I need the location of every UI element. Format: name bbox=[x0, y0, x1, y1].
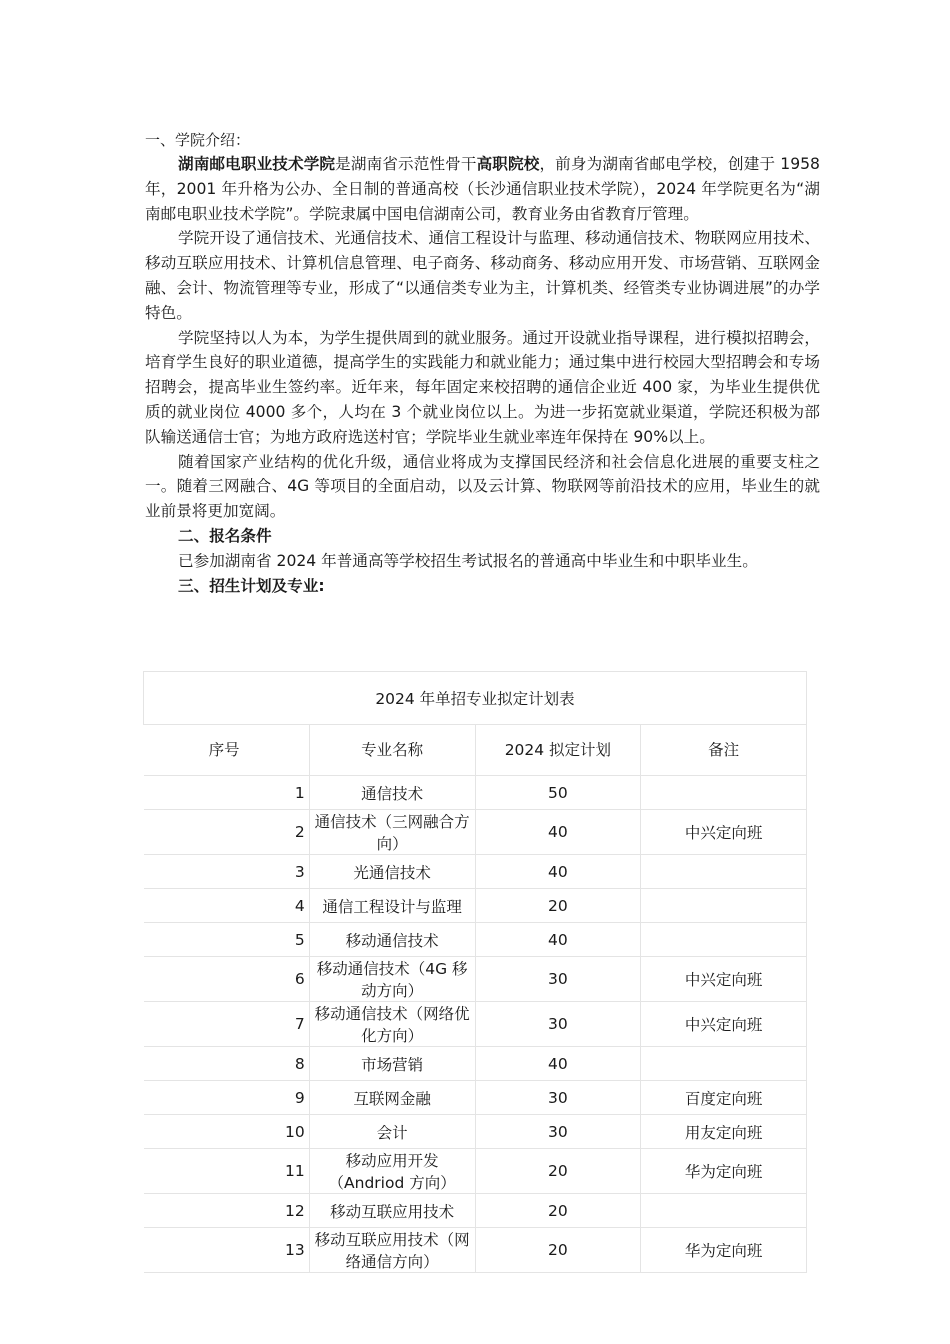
para1-rest: ，前身为湖南省邮电学校，创建于 1958 年，2001 年升格为公办、全日制的普通高校（长沙通信职业技术学院），2024 年学院更名为“湖南邮电职业技术学院”。学院隶属中国电信湖南公司，教育业务由省教育厅管理。 bbox=[145, 155, 821, 223]
row-note: 百度定向班 bbox=[641, 1081, 807, 1115]
table-row bbox=[144, 1194, 807, 1228]
row-no: 8 bbox=[144, 1047, 310, 1081]
row-note: 华为定向班 bbox=[641, 1149, 807, 1194]
table-row bbox=[144, 776, 807, 810]
college-type: 高职院校 bbox=[476, 155, 540, 173]
row-no: 1 bbox=[144, 776, 310, 810]
row-name: 通信技术（三网融合方向） bbox=[309, 810, 475, 855]
conditions-heading: 二、报名条件 bbox=[178, 526, 272, 545]
table-caption-row bbox=[144, 672, 807, 725]
row-plan: 30 bbox=[475, 1081, 641, 1115]
row-note: 华为定向班 bbox=[641, 1228, 807, 1273]
table-row bbox=[144, 810, 807, 855]
row-plan: 30 bbox=[475, 1115, 641, 1149]
para1-mid: 是湖南省示范性骨干 bbox=[335, 155, 477, 173]
row-no: 4 bbox=[144, 889, 310, 923]
row-name: 移动通信技术（网络优化方向） bbox=[309, 1002, 475, 1047]
row-plan: 20 bbox=[475, 1228, 641, 1273]
row-plan: 40 bbox=[475, 1047, 641, 1081]
row-note: 中兴定向班 bbox=[641, 1002, 807, 1047]
intro-paragraph-2: 学院开设了通信技术、光通信技术、通信工程设计与监理、移动通信技术、物联网应用技术、移动互联应用技术、计算机信息管理、电子商务、移动商务、移动应用开发、市场营销、互联网金融、会计、物流管理等专业，形成了“以通信类专业为主，计算机类、经管类专业协调进展”的办学特色。 bbox=[145, 229, 820, 322]
row-name: 移动通信技术 bbox=[309, 923, 475, 957]
row-plan: 20 bbox=[475, 1194, 641, 1228]
table-row bbox=[144, 1228, 807, 1273]
row-plan: 20 bbox=[475, 889, 641, 923]
row-note bbox=[641, 1194, 807, 1228]
row-no: 6 bbox=[144, 957, 310, 1002]
table-row bbox=[144, 1149, 807, 1194]
row-name: 移动互联应用技术 bbox=[309, 1194, 475, 1228]
intro-heading: 一、学院介绍： bbox=[145, 131, 251, 149]
table-row bbox=[144, 1081, 807, 1115]
intro-paragraph-4: 随着国家产业结构的优化升级，通信业将成为支撑国民经济和社会信息化进展的重要支柱之一。随着三网融合、4G 等项目的全面启动，以及云计算、物联网等前沿技术的应用，毕业生的就业前景将更加宽阔。 bbox=[145, 452, 820, 521]
intro-paragraph-3: 学院坚持以人为本，为学生提供周到的就业服务。通过开设就业指导课程，进行模拟招聘会，培育学生良好的职业道德，提高学生的实践能力和就业能力；通过集中进行校园大型招聘会和专场招聘会，提高毕业生签约率。近年来，每年固定来校招聘的通信企业近 400 家，为毕业生提供优质的就业岗位 4000 多个，人均在 3 个就业岗位以上。为进一步拓宽就业渠道，学院还积极为部队输送通信士官；为地方政府选送村官；学院毕业生就业率连年保持在 90%以上。 bbox=[145, 328, 820, 446]
row-plan: 40 bbox=[475, 810, 641, 855]
row-plan: 50 bbox=[475, 776, 641, 810]
row-plan: 30 bbox=[475, 957, 641, 1002]
row-note bbox=[641, 776, 807, 810]
row-note bbox=[641, 889, 807, 923]
row-name: 市场营销 bbox=[309, 1047, 475, 1081]
header-no: 序号 bbox=[144, 725, 310, 776]
table-row bbox=[144, 923, 807, 957]
plan-table bbox=[143, 671, 807, 1273]
row-no: 10 bbox=[144, 1115, 310, 1149]
table-row bbox=[144, 957, 807, 1002]
row-note: 中兴定向班 bbox=[641, 957, 807, 1002]
header-note: 备注 bbox=[641, 725, 807, 776]
row-no: 13 bbox=[144, 1228, 310, 1273]
plan-heading: 三、招生计划及专业: bbox=[178, 576, 325, 595]
intro-paragraph-1 bbox=[145, 152, 820, 226]
row-plan: 20 bbox=[475, 1149, 641, 1194]
row-name: 通信技术 bbox=[309, 776, 475, 810]
row-name: 互联网金融 bbox=[309, 1081, 475, 1115]
row-name: 通信工程设计与监理 bbox=[309, 889, 475, 923]
plan-table-wrapper bbox=[143, 671, 807, 1273]
row-note: 中兴定向班 bbox=[641, 810, 807, 855]
row-name: 光通信技术 bbox=[309, 855, 475, 889]
row-plan: 30 bbox=[475, 1002, 641, 1047]
table-row bbox=[144, 1115, 807, 1149]
row-no: 9 bbox=[144, 1081, 310, 1115]
row-no: 7 bbox=[144, 1002, 310, 1047]
row-note bbox=[641, 855, 807, 889]
table-row bbox=[144, 855, 807, 889]
conditions-text: 已参加湖南省 2024 年普通高等学校招生考试报名的普通高中毕业生和中职毕业生。 bbox=[178, 551, 758, 570]
row-plan: 40 bbox=[475, 923, 641, 957]
table-caption: 2024 年单招专业拟定计划表 bbox=[144, 672, 807, 725]
table-header-row bbox=[144, 725, 807, 776]
row-no: 5 bbox=[144, 923, 310, 957]
document-body bbox=[145, 128, 820, 598]
row-name: 移动互联应用技术（网络通信方向） bbox=[309, 1228, 475, 1273]
header-plan: 2024 拟定计划 bbox=[475, 725, 641, 776]
row-no: 2 bbox=[144, 810, 310, 855]
row-note bbox=[641, 923, 807, 957]
row-name: 会计 bbox=[309, 1115, 475, 1149]
row-no: 11 bbox=[144, 1149, 310, 1194]
row-no: 3 bbox=[144, 855, 310, 889]
header-name: 专业名称 bbox=[309, 725, 475, 776]
table-row bbox=[144, 1002, 807, 1047]
college-name: 湖南邮电职业技术学院 bbox=[178, 155, 336, 173]
row-plan: 40 bbox=[475, 855, 641, 889]
row-name: 移动应用开发（Andriod 方向） bbox=[309, 1149, 475, 1194]
row-no: 12 bbox=[144, 1194, 310, 1228]
row-note: 用友定向班 bbox=[641, 1115, 807, 1149]
row-note bbox=[641, 1047, 807, 1081]
table-row bbox=[144, 1047, 807, 1081]
row-name: 移动通信技术（4G 移动方向） bbox=[309, 957, 475, 1002]
table-row bbox=[144, 889, 807, 923]
